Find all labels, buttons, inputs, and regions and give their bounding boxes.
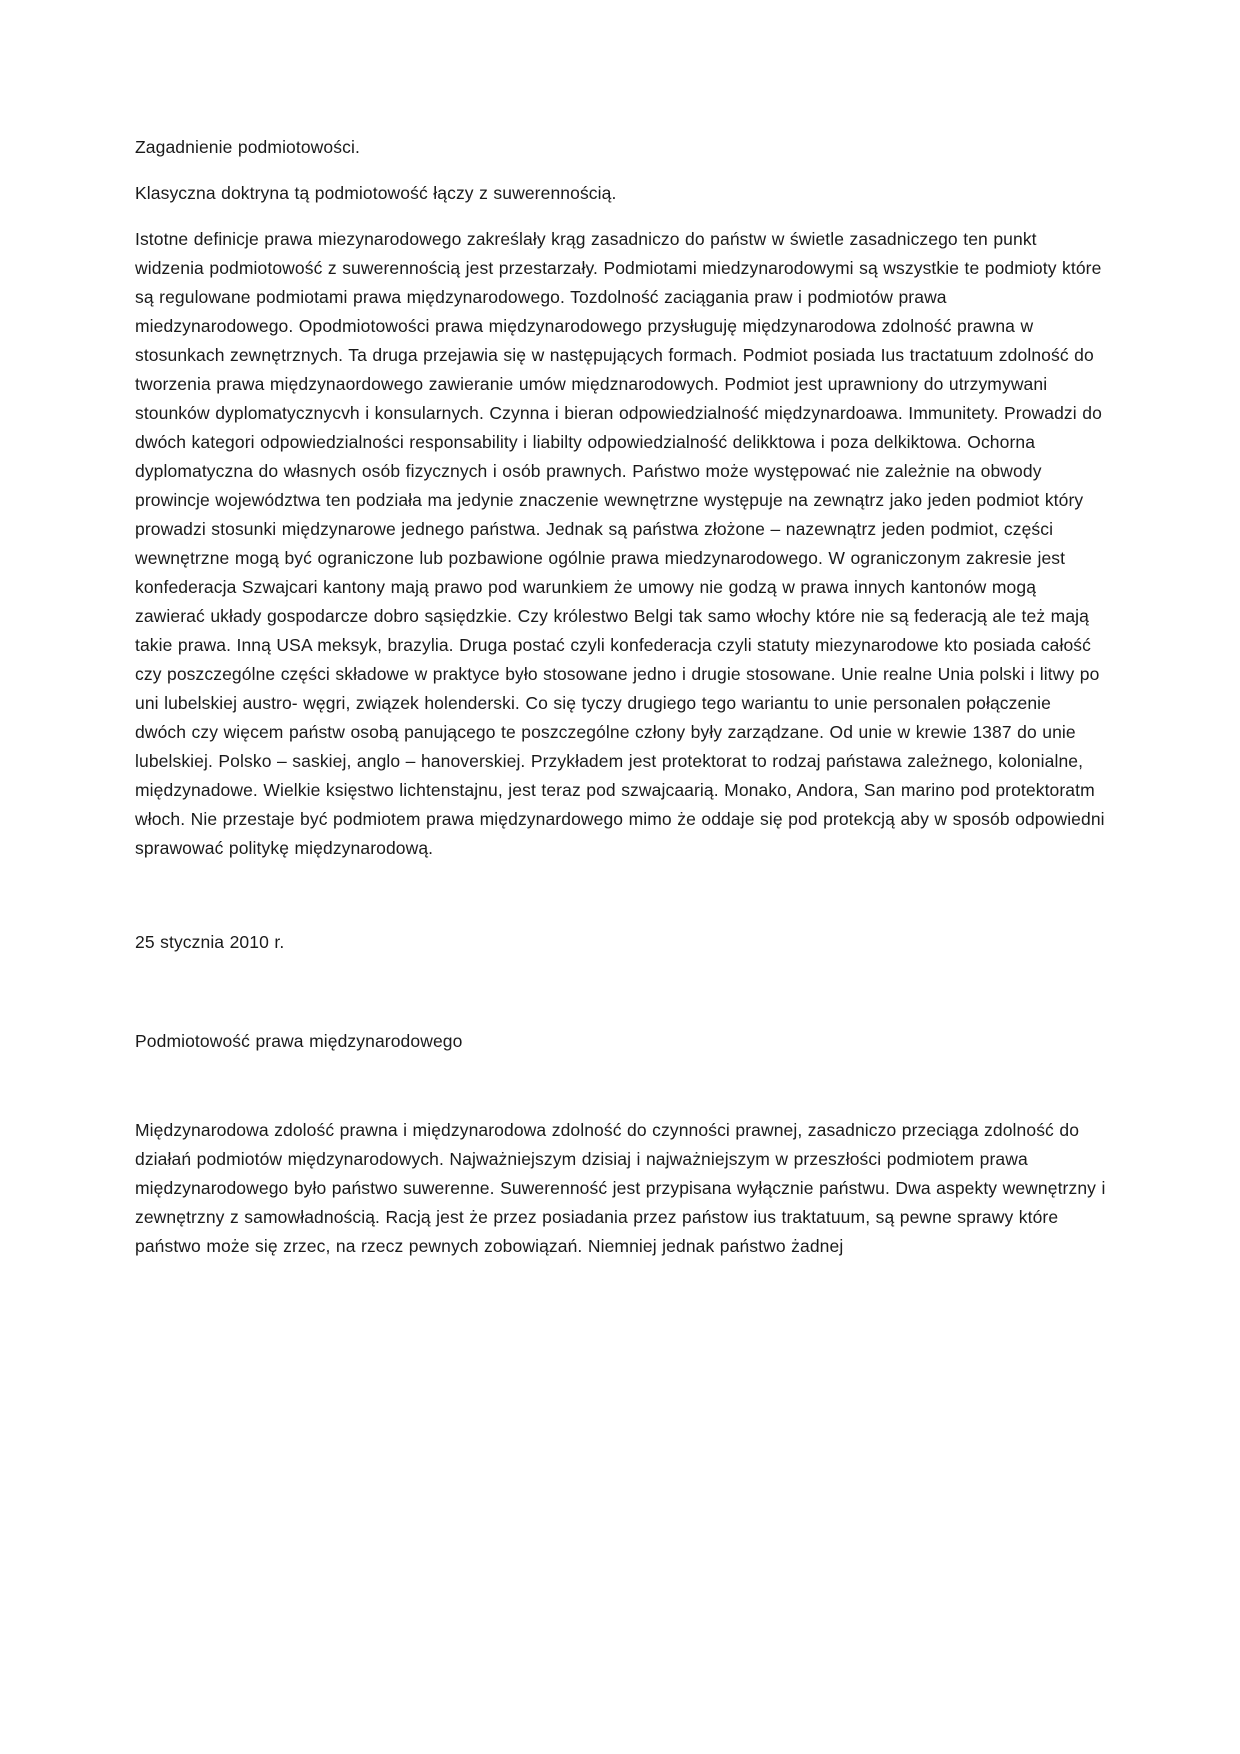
intro-paragraph: Klasyczna doktryna tą podmiotowość łączy z suwerennością. bbox=[135, 183, 617, 203]
section-body-paragraph: Międzynarodowa zdolość prawna i międzynarodowa zdolność do czynności prawnej, zasadniczo przeciąga zdolność do działań podmiotów międzynarodowych. Najważniejszym dzisiaj i najważniejszym w przeszłości podmiotem prawa międzynarodowego było państwo suwerenne. Suwerenność jest przypisana wyłącznie państwu. Dwa aspekty wewnętrzny i zewnętrzny z samowładnością. Racją jest że przez posiadania przez państow ius traktatuum, są pewne sprawy które państwo może się zrzec, na rzecz pewnych zobowiązań. Niemniej jednak państwo żadnej bbox=[135, 1120, 1106, 1256]
section-heading: Podmiotowość prawa międzynarodowego bbox=[135, 1031, 463, 1051]
date-line: 25 stycznia 2010 r. bbox=[135, 932, 285, 952]
body-paragraph: Istotne definicje prawa miezynarodowego zakreślały krąg zasadniczo do państw w świetle zasadniczego ten punkt widzenia podmiotowość z suwerennością jest przestarzały. Podmiotami miedzynarodowymi są wszystkie te podmioty które są regulowane podmiotami prawa międzynarodowego. Tozdolność zaciągania praw i podmiotów prawa miedzynarodowego. Opodmiotowości prawa międzynarodowego przysługuję międzynarodowa zdolność prawna w stosunkach zewnętrznych. Ta druga przejawia się w następujących formach. Podmiot posiada Ius tractatuum zdolność do tworzenia prawa międzynaordowego zawieranie umów międznarodowych. Podmiot jest uprawniony do utrzymywani stounków dyplomatycznycvh i konsularnych. Czynna i bieran odpowiedzialność międzynardoawa. Immunitety. Prowadzi do dwóch kategori odpowiedzialności responsability i liabilty odpowiedzialność delikktowa i poza delkiktowa. Ochorna dyplomatyczna do własnych osób fizycznych i osób prawnych. Państwo może występować nie zależnie na obwody prowincje województwa ten podziała ma jedynie znaczenie wewnętrzne występuje na zewnątrz jako jeden podmiot który prowadzi stosunki międzynarowe jednego państwa. Jednak są państwa złożone – nazewnątrz jeden podmiot, części wewnętrzne mogą być ograniczone lub pozbawione ogólnie prawa miedzynarodowego. W ograniczonym zakresie jest konfederacja Szwajcari kantony mają prawo pod warunkiem że umowy nie godzą w prawa innych kantonów mogą zawierać układy gospodarcze dobro sąsiędzkie. Czy królestwo Belgi tak samo włochy które nie są federacją ale też mają takie prawa. Inną USA meksyk, brazylia. Druga postać czyli konfederacja czyli statuty miezynarodowe kto posiada całość czy poszczególne części składowe w praktyce było stosowane jedno i drugie stosowane. Unie realne Unia polski i litwy po uni lubelskiej austro- węgri, związek holenderski. Co się tyczy drugiego tego wariantu to unie personalen połączenie dwóch czy więcem państw osobą panującego te poszczególne człony były zarządzane. Od unie w krewie 1387 do unie lubelskiej. Polsko – saskiej, anglo – hanoverskiej. Przykładem jest protektorat to rodzaj państawa zależnego, kolonialne, międzynadowe. Wielkie księstwo lichtenstajnu, jest teraz pod szwajcaarią. Monako, Andora, San marino pod protektoratm włoch. Nie przestaje być podmiotem prawa międzynardowego mimo że oddaje się pod protekcją aby w sposób odpowiedni sprawować politykę międzynarodową. bbox=[135, 229, 1105, 858]
document-title: Zagadnienie podmiotowości. bbox=[135, 137, 360, 157]
document-content bbox=[135, 133, 1107, 1261]
